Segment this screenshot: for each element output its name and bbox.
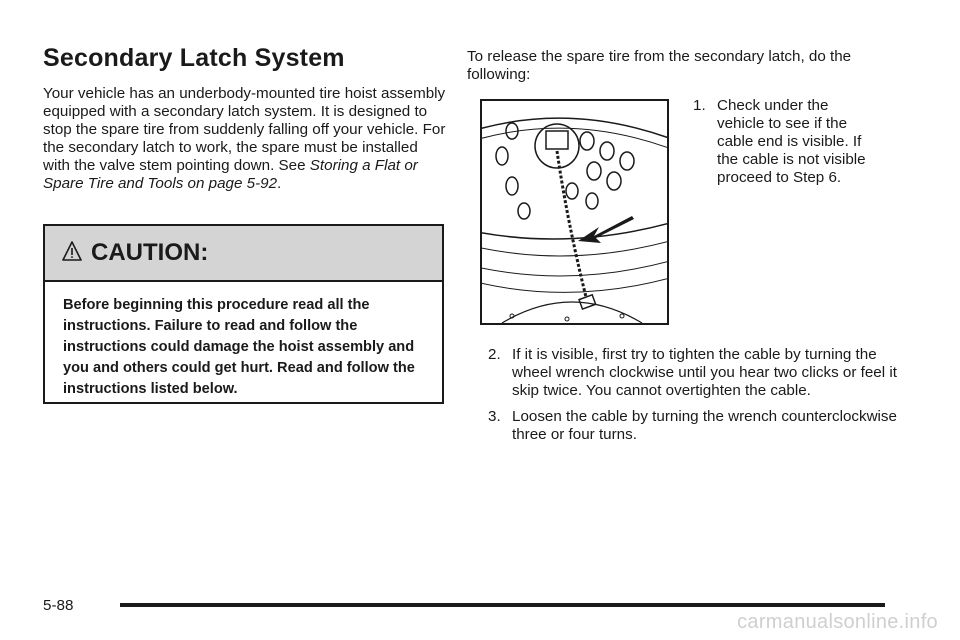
spare-tire-cable-illustration <box>480 99 669 325</box>
footer-divider <box>120 603 885 607</box>
left-column <box>43 44 448 193</box>
step-3 <box>488 408 908 444</box>
step-list <box>488 346 908 452</box>
step-2 <box>488 346 908 400</box>
step-1 <box>693 97 873 187</box>
caution-title: CAUTION: <box>91 239 209 266</box>
step-number: 1. <box>693 97 706 114</box>
warning-triangle-icon <box>61 240 83 267</box>
release-intro: To release the spare tire from the secondary latch, do the following: <box>467 48 852 83</box>
page-reference-link[interactable]: Storing a Flat or Spare Tire and Tools on page 5-92 <box>43 157 418 192</box>
step-text: If it is visible, first try to tighten the cable by turning the wheel wrench clockwise until you hear two clicks or feel it skip twice. You cannot overtighten the cable. <box>512 346 897 399</box>
caution-text: Before beginning this procedure read all the instructions. Failure to read and follow the instructions could damage the hoist assembly and you and others could get hurt. Read and follow the instructions listed below. <box>63 297 415 397</box>
step-text: Check under the vehicle to see if the cable end is visible. If the cable is not visible proceed to Step 6. <box>717 97 866 186</box>
intro-text: Your vehicle has an underbody-mounted tire hoist assembly equipped with a secondary latch system. It is designed to stop the spare tire from suddenly falling off your vehicle. For the secondary latch to work, the spare must be installed with the valve stem pointing down. See <box>43 85 446 174</box>
section-heading: Secondary Latch System <box>43 44 345 72</box>
intro-paragraph <box>43 85 448 193</box>
page-number: 5-88 <box>43 597 74 614</box>
step-number: 2. <box>488 346 501 363</box>
caution-header <box>45 226 442 282</box>
step-text: Loosen the cable by turning the wrench counterclockwise three or four turns. <box>512 408 897 443</box>
watermark: carmanualsonline.info <box>737 611 938 633</box>
caution-box <box>43 224 444 404</box>
step-number: 3. <box>488 408 501 425</box>
intro-trailing: . <box>277 175 282 192</box>
right-column <box>467 48 907 84</box>
